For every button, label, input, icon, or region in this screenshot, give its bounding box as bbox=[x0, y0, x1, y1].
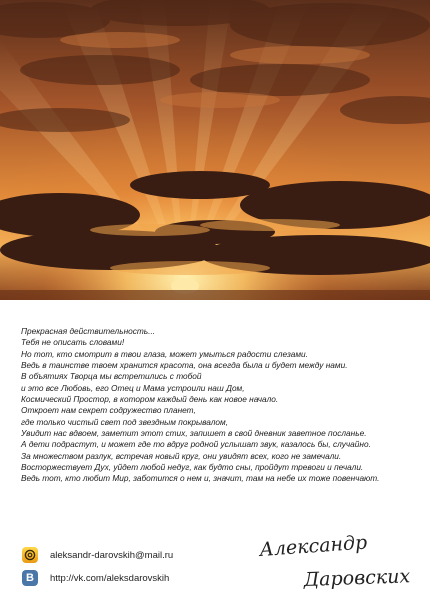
mail-ru-icon bbox=[22, 547, 38, 563]
poem-line: Но тот, кто смотрит в твои глаза, может умыться радости слезами. bbox=[21, 348, 308, 359]
poem-line: Восторжествует Дух, уйдет любой недуг, как будто сны, пройдут тревоги и печали. bbox=[21, 462, 364, 473]
poem-line: Тебя не описать словами! bbox=[21, 337, 125, 348]
signature-line-2: Даровских bbox=[303, 565, 411, 591]
poem-line: Прекрасная действительность... bbox=[21, 326, 156, 336]
poem-line: А дети подрастут, и может где то вдруг родной услышат звук, казалось бы, случайно. bbox=[21, 439, 371, 450]
contacts bbox=[22, 545, 272, 591]
vk-icon: B bbox=[22, 570, 38, 586]
poem-line: В объятиях Творца мы встретились с тобой bbox=[21, 371, 202, 382]
poem-line: и это все Любовь, его Отец и Мама устроили наш Дом, bbox=[21, 382, 245, 393]
handwritten-signature bbox=[252, 530, 427, 598]
poem-line: Ведь в таинстве твоем хранится красота, она всегда была и будет между нами. bbox=[21, 360, 348, 371]
vk-link[interactable]: http://vk.com/aleksdarovskih bbox=[50, 572, 170, 584]
poem-line: Увидит нас вдвоем, заметит этот стих, запишет в свой дневник заветное посланье. bbox=[21, 428, 367, 439]
poem-line: Откроет нам секрет содружество планет, bbox=[21, 405, 196, 416]
vk-contact[interactable] bbox=[22, 568, 272, 588]
email-link[interactable]: aleksandr-darovskih@mail.ru bbox=[50, 549, 174, 561]
poem-line: Космический Простор, в котором каждый день как новое начало. bbox=[21, 394, 279, 405]
signature-line-1: Александр bbox=[258, 531, 368, 561]
sunset-sky-image bbox=[0, 0, 430, 300]
email-contact[interactable] bbox=[22, 545, 272, 565]
poem-line: Ведь тот, кто любит Мир, заботится о нем и, значит, там на небе их тоже повенчают. bbox=[21, 473, 380, 484]
poem-text bbox=[21, 326, 421, 485]
poem-line: где только чистый свет под звездным покрывалом, bbox=[21, 416, 229, 427]
poem-line: За множеством разлук, встречая новый круг, они увидят всех, кого не замечали. bbox=[21, 450, 342, 461]
